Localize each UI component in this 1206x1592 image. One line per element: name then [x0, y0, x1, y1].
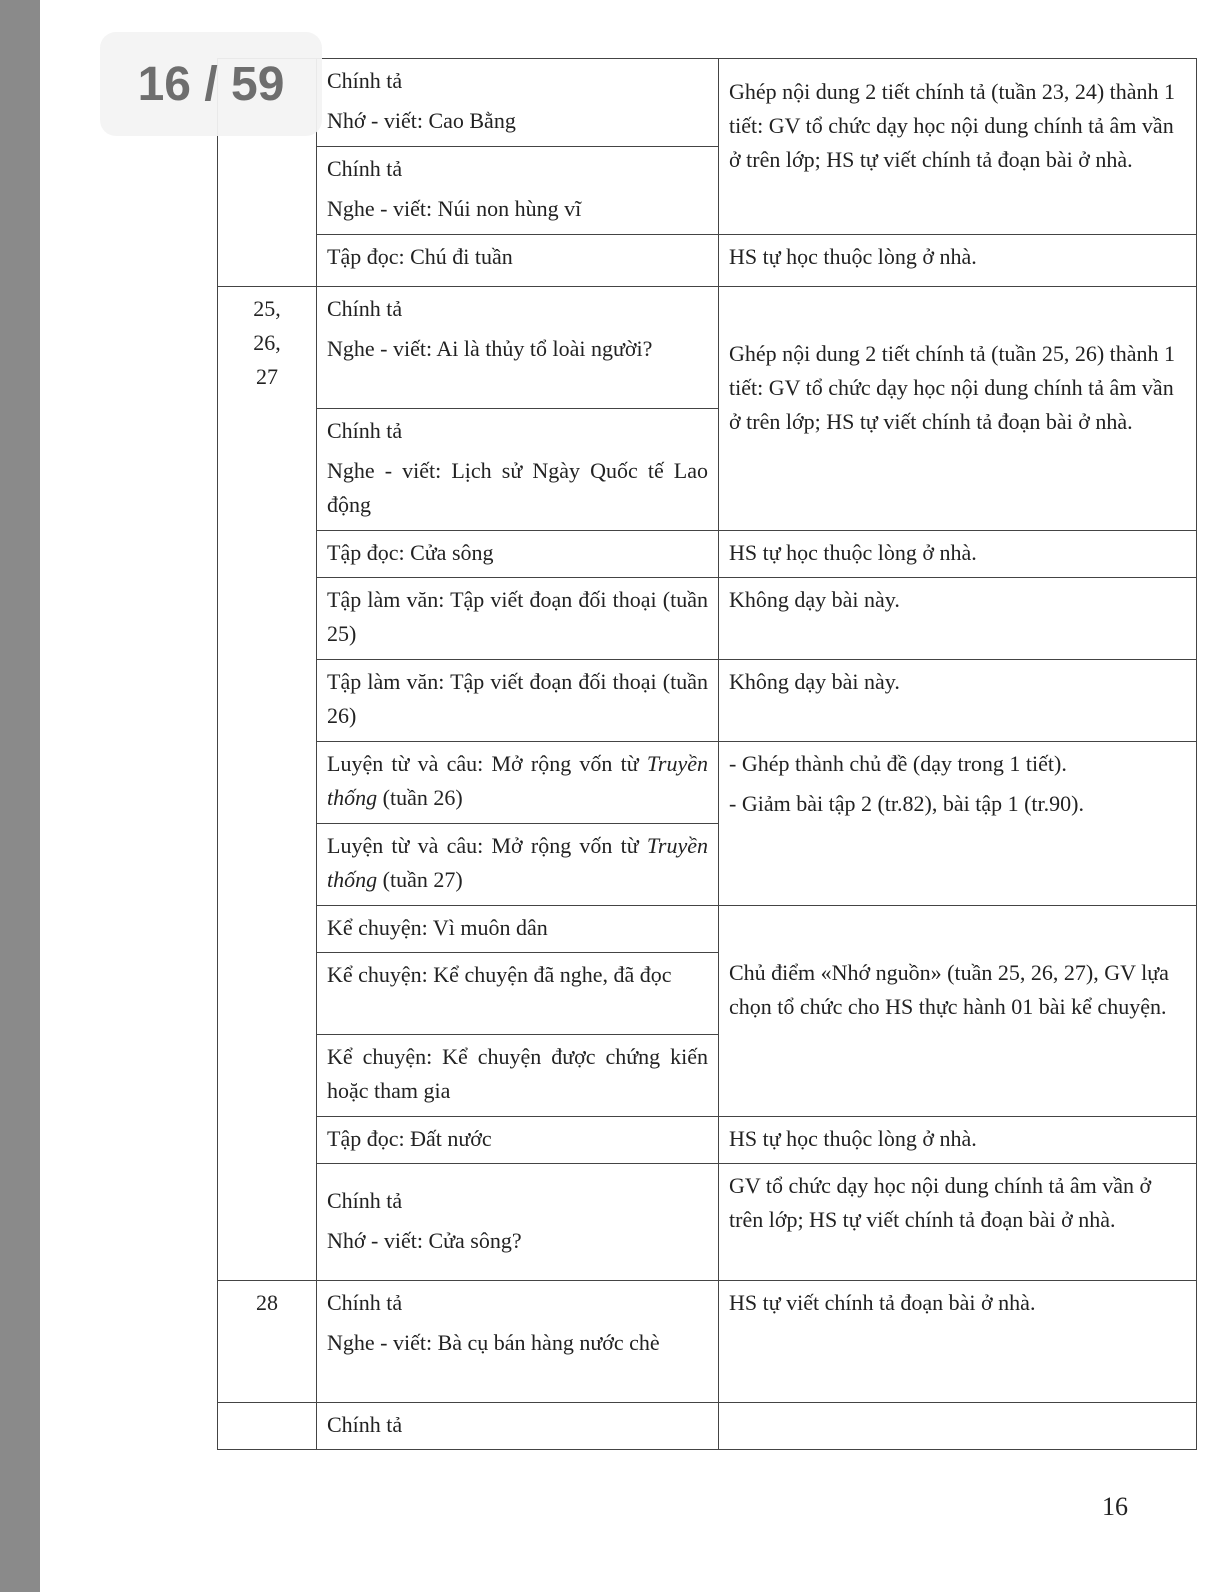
lesson-cell — [317, 1164, 719, 1281]
lesson-line: Nghe - viết: Núi non hùng vĩ — [327, 196, 582, 221]
table-row — [218, 660, 1197, 742]
lesson-line: Chính tả — [327, 418, 403, 443]
lesson-line: Nghe - viết: Lịch sử Ngày Quốc tế Lao động — [327, 458, 708, 517]
page-number: 16 — [1102, 1492, 1128, 1521]
lesson-topic: Truyền thống — [327, 833, 709, 892]
lesson-cell — [317, 287, 719, 409]
lesson-cell: Kể chuyện: Kể chuyện được chứng kiến hoặc tham gia — [317, 1035, 719, 1117]
note-cell: Không dạy bài này. — [719, 578, 1197, 660]
note-cell: Ghép nội dung 2 tiết chính tả (tuần 25, 26) thành 1 tiết: GV tổ chức dạy học nội dung chính tả âm vần ở trên lớp; HS tự viết chính tả đoạn bài ở nhà. — [719, 287, 1197, 531]
lesson-topic: Truyền thống — [327, 751, 709, 810]
table-row — [218, 1281, 1197, 1403]
note-line: - Giảm bài tập 2 (tr.82), bài tập 1 (tr.90). — [729, 791, 1084, 816]
lesson-cell — [317, 1281, 719, 1403]
lesson-line: Chính tả — [327, 156, 403, 181]
table-row — [218, 531, 1197, 578]
lesson-line: Chính tả — [327, 1188, 403, 1213]
note-cell: Không dạy bài này. — [719, 660, 1197, 742]
lesson-cell: Kể chuyện: Vì muôn dân — [317, 906, 719, 953]
table-row — [218, 287, 1197, 409]
lesson-cell: Tập làm văn: Tập viết đoạn đối thoại (tuần 26) — [317, 660, 719, 742]
note-cell — [719, 742, 1197, 906]
lesson-cell: Chính tả — [317, 1403, 719, 1450]
table-row — [218, 742, 1197, 824]
lesson-text: Luyện từ và câu: Mở rộng vốn từ — [327, 833, 639, 858]
week-number: 25, — [253, 296, 281, 321]
document-page — [40, 0, 1206, 1592]
lesson-cell: Tập đọc: Cửa sông — [317, 531, 719, 578]
table-row — [218, 578, 1197, 660]
lesson-line: Chính tả — [327, 296, 403, 321]
table-row — [218, 1403, 1197, 1450]
lesson-cell: Tập đọc: Đất nước — [317, 1117, 719, 1164]
week-number: 27 — [256, 364, 278, 389]
page-counter[interactable]: 16 / 59 — [100, 32, 322, 136]
lesson-cell — [317, 409, 719, 531]
note-line: - Ghép thành chủ đề (dạy trong 1 tiết). — [729, 751, 1067, 776]
lesson-cell: Tập làm văn: Tập viết đoạn đối thoại (tuần 25) — [317, 578, 719, 660]
week-cell — [218, 1403, 317, 1450]
table-row — [218, 1117, 1197, 1164]
lesson-week: (tuần 26) — [382, 785, 463, 810]
note-cell: HS tự học thuộc lòng ở nhà. — [719, 531, 1197, 578]
lesson-cell: Tập đọc: Chú đi tuần — [317, 235, 719, 287]
week-number: 26, — [253, 330, 281, 355]
lesson-line: Nghe - viết: Bà cụ bán hàng nước chè — [327, 1330, 660, 1355]
lesson-cell — [317, 147, 719, 235]
note-cell: Ghép nội dung 2 tiết chính tả (tuần 23, 24) thành 1 tiết: GV tổ chức dạy học nội dung chính tả âm vần ở trên lớp; HS tự viết chính tả đoạn bài ở nhà. — [719, 59, 1197, 235]
lesson-line: Chính tả — [327, 68, 403, 93]
lesson-line: Chính tả — [327, 1290, 403, 1315]
lesson-adjustment-table — [217, 58, 1197, 1450]
lesson-cell — [317, 824, 719, 906]
lesson-cell — [317, 742, 719, 824]
table-row — [218, 235, 1197, 287]
table-row — [218, 906, 1197, 953]
week-cell — [218, 287, 317, 1281]
table-row — [218, 1164, 1197, 1281]
lesson-line: Nhớ - viết: Cao Bằng — [327, 108, 516, 133]
week-cell: 28 — [218, 1281, 317, 1403]
lesson-cell: Kể chuyện: Kể chuyện đã nghe, đã đọc — [317, 953, 719, 1035]
lesson-line: Nhớ - viết: Cửa sông? — [327, 1228, 522, 1253]
table-row — [218, 59, 1197, 147]
note-cell: HS tự học thuộc lòng ở nhà. — [719, 1117, 1197, 1164]
note-cell: HS tự học thuộc lòng ở nhà. — [719, 235, 1197, 287]
note-cell: Chủ điểm «Nhớ nguồn» (tuần 25, 26, 27), GV lựa chọn tổ chức cho HS thực hành 01 bài kể chuyện. — [719, 906, 1197, 1117]
lesson-week: (tuần 27) — [382, 867, 463, 892]
lesson-text: Luyện từ và câu: Mở rộng vốn từ — [327, 751, 639, 776]
note-cell — [719, 1403, 1197, 1450]
lesson-line: Nghe - viết: Ai là thủy tổ loài người? — [327, 336, 653, 361]
lesson-cell — [317, 59, 719, 147]
note-cell: GV tổ chức dạy học nội dung chính tả âm vần ở trên lớp; HS tự viết chính tả đoạn bài ở nhà. — [719, 1164, 1197, 1281]
note-cell: HS tự viết chính tả đoạn bài ở nhà. — [719, 1281, 1197, 1403]
